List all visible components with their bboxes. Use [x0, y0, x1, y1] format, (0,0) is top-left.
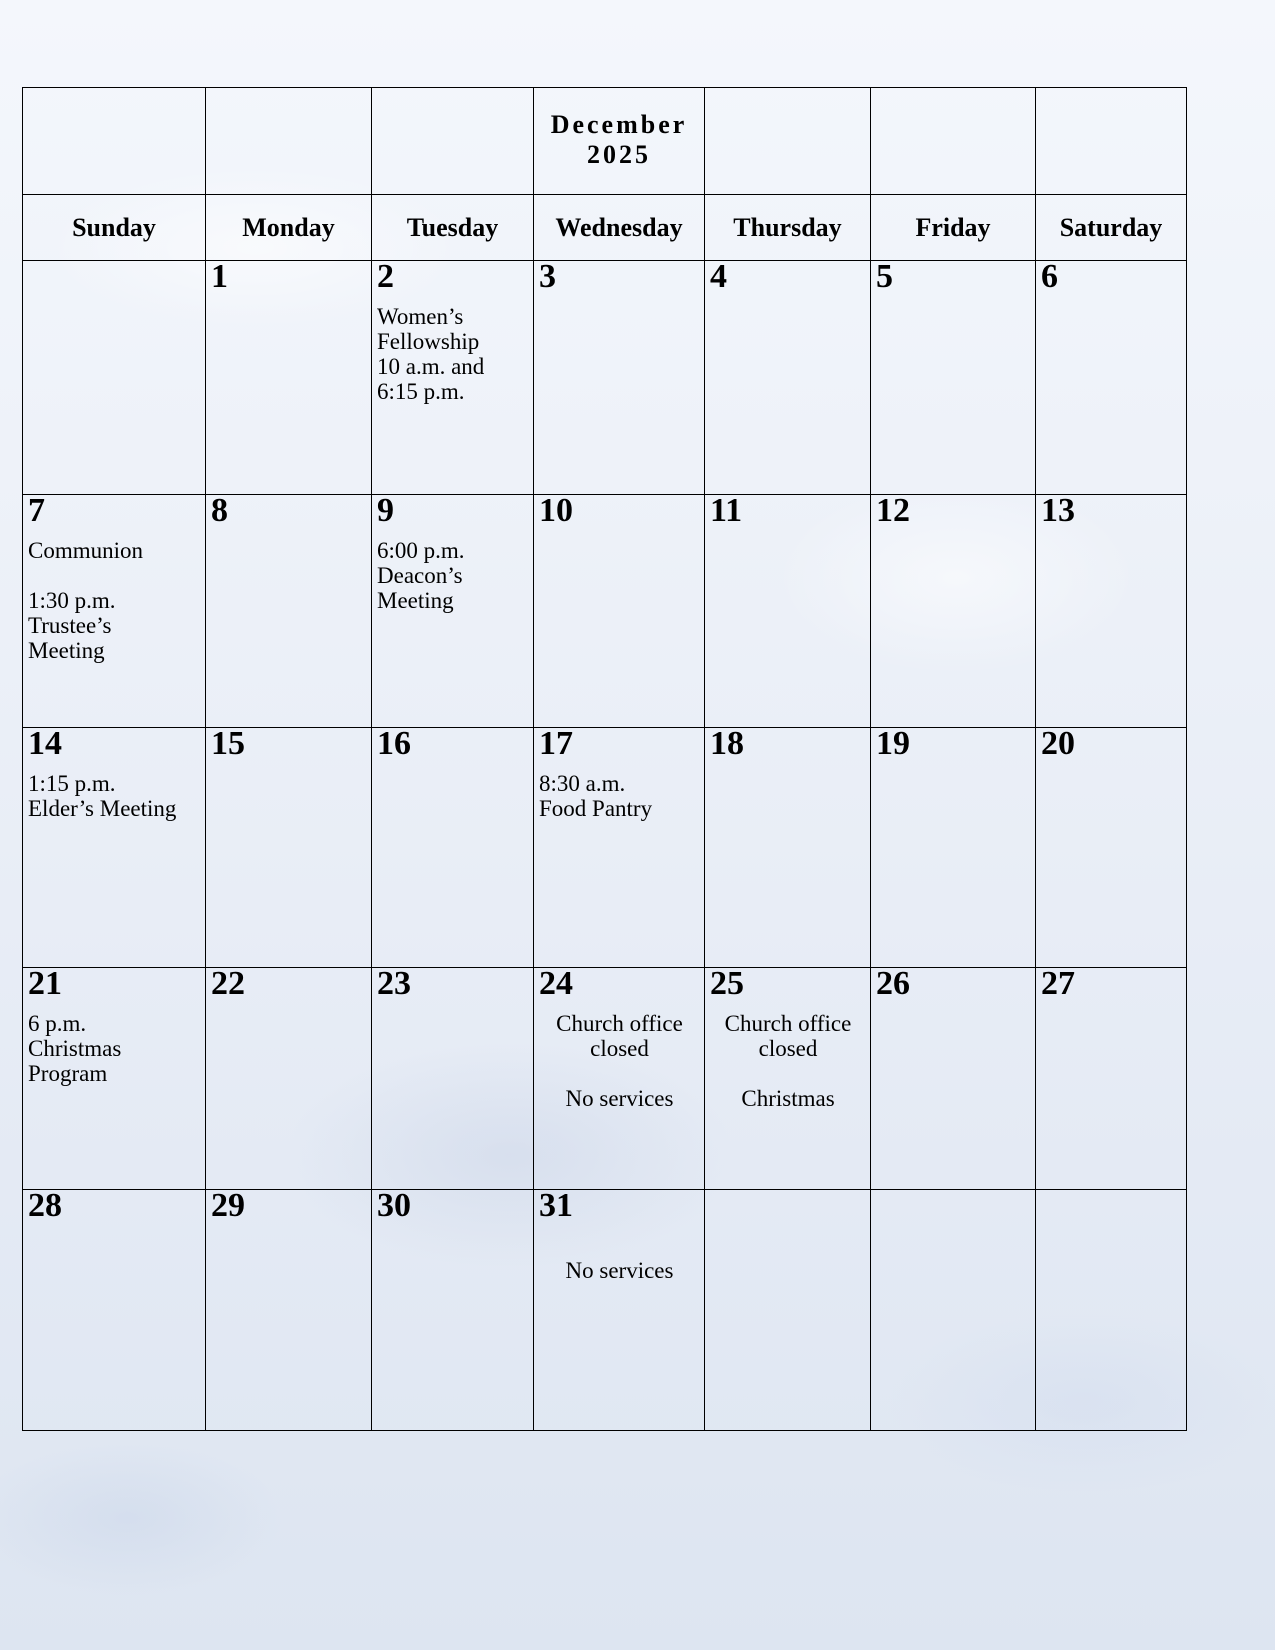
event-line: 1:15 p.m.: [28, 771, 116, 796]
day-number: 8: [211, 492, 228, 529]
week-row: [23, 261, 1187, 495]
event-line: [539, 1233, 700, 1258]
day-cell: [871, 725, 1036, 968]
title-blank-cell: [23, 88, 206, 195]
event-text: [372, 538, 533, 613]
day-cell: [372, 725, 534, 968]
day-number: 13: [1041, 492, 1075, 529]
day-cell: [206, 725, 372, 968]
day-cell: [534, 965, 705, 1190]
event-line: Church office: [556, 1011, 683, 1036]
event-line: Meeting: [377, 588, 454, 613]
day-number: 3: [539, 258, 556, 295]
day-cell: [705, 258, 871, 495]
day-number: 15: [211, 725, 245, 762]
calendar-table: [22, 87, 1187, 1431]
day-number: 22: [211, 965, 245, 1002]
event-line: Christmas: [741, 1086, 835, 1111]
day-cell: [23, 1187, 206, 1431]
day-cell: [871, 965, 1036, 1190]
event-line: closed: [590, 1036, 649, 1061]
day-cell: [705, 492, 871, 728]
event-line: Deacon’s: [377, 563, 463, 588]
day-cell: [534, 258, 705, 495]
event-line: Trustee’s: [28, 613, 112, 638]
event-text: [23, 771, 205, 821]
title-row: [23, 88, 1187, 195]
event-line: Elder’s Meeting: [28, 796, 177, 821]
month-title-cell: [534, 88, 705, 195]
day-cell: [23, 492, 206, 728]
day-cell: [1036, 725, 1187, 968]
weekday-saturday: Saturday: [1036, 195, 1187, 261]
day-cell: [871, 1190, 1036, 1431]
event-text: [705, 1011, 870, 1111]
day-number: 12: [876, 492, 910, 529]
day-cell: [372, 1187, 534, 1431]
month-name: December: [550, 110, 688, 139]
day-number: 6: [1041, 258, 1058, 295]
week-row: [23, 1190, 1187, 1431]
day-cell: [1036, 1190, 1187, 1431]
event-line: [28, 563, 201, 588]
title-blank-cell: [206, 88, 372, 195]
event-line: 6 p.m.: [28, 1011, 87, 1036]
day-cell: [1036, 258, 1187, 495]
day-number: 7: [28, 492, 45, 529]
event-text: [534, 1011, 704, 1111]
event-line: 10 a.m. and: [377, 354, 485, 379]
day-number: 21: [28, 965, 62, 1002]
event-line: Women’s: [377, 304, 464, 329]
day-number: 25: [710, 965, 744, 1002]
event-line: 6:15 p.m.: [377, 379, 465, 404]
day-number: 31: [539, 1187, 573, 1224]
day-number: 28: [28, 1187, 62, 1224]
day-number: 14: [28, 725, 62, 762]
day-number: 27: [1041, 965, 1075, 1002]
month-title: [534, 88, 704, 170]
event-line: 1:30 p.m.: [28, 588, 116, 613]
event-line: closed: [758, 1036, 818, 1061]
day-number: 24: [539, 965, 573, 1002]
event-text: [23, 1011, 205, 1086]
week-row: [23, 968, 1187, 1190]
weekday-wednesday: Wednesday: [534, 195, 705, 261]
day-cell: [534, 1187, 705, 1431]
weeks-body: [23, 258, 1187, 1431]
title-blank-cell: [1036, 88, 1187, 195]
day-cell: [705, 965, 871, 1190]
day-number: 30: [377, 1187, 411, 1224]
day-number: 10: [539, 492, 573, 529]
weekday-tuesday: Tuesday: [372, 195, 534, 261]
day-number: 29: [211, 1187, 245, 1224]
month-year: 2025: [587, 140, 651, 169]
event-text: [372, 304, 533, 404]
event-line: Christmas: [28, 1036, 122, 1061]
event-line: 8:30 a.m.: [539, 771, 626, 796]
weekday-monday: Monday: [206, 195, 372, 261]
day-cell: [1036, 965, 1187, 1190]
event-line: [539, 1061, 700, 1086]
day-cell: [23, 965, 206, 1190]
event-line: No services: [565, 1258, 674, 1283]
day-number: 26: [876, 965, 910, 1002]
day-number: 18: [710, 725, 744, 762]
day-number: 17: [539, 725, 573, 762]
title-blank-cell: [705, 88, 871, 195]
event-text: [534, 1233, 704, 1283]
event-text: [23, 538, 205, 663]
day-cell: [372, 965, 534, 1190]
event-line: Meeting: [28, 638, 105, 663]
event-line: Program: [28, 1061, 108, 1086]
day-number: 9: [377, 492, 394, 529]
day-cell: [206, 1187, 372, 1431]
event-line: 6:00 p.m.: [377, 538, 465, 563]
day-cell: [372, 258, 534, 495]
title-blank-cell: [871, 88, 1036, 195]
day-cell: [705, 1190, 871, 1431]
day-number: 1: [211, 258, 228, 295]
day-cell: [534, 492, 705, 728]
day-cell: [705, 725, 871, 968]
day-number: 23: [377, 965, 411, 1002]
day-cell: [871, 492, 1036, 728]
day-cell: [206, 492, 372, 728]
day-cell: [206, 258, 372, 495]
event-line: Church office: [724, 1011, 852, 1036]
day-number: 2: [377, 258, 394, 295]
day-cell: [871, 258, 1036, 495]
day-number: 11: [710, 492, 743, 529]
day-number: 19: [876, 725, 910, 762]
weekday-sunday: Sunday: [23, 195, 206, 261]
day-cell: [23, 261, 206, 495]
day-cell: [206, 965, 372, 1190]
day-cell: [372, 492, 534, 728]
day-cell: [23, 725, 206, 968]
week-row: [23, 728, 1187, 968]
weekday-friday: Friday: [871, 195, 1036, 261]
event-line: Communion: [28, 538, 144, 563]
event-line: No services: [565, 1086, 674, 1111]
event-line: [710, 1061, 866, 1086]
event-line: Fellowship: [377, 329, 480, 354]
day-number: 4: [710, 258, 727, 295]
day-number: 16: [377, 725, 411, 762]
week-row: [23, 495, 1187, 728]
title-blank-cell: [372, 88, 534, 195]
weekday-header-row: [23, 195, 1187, 261]
day-number: 5: [876, 258, 893, 295]
event-text: [534, 771, 704, 821]
event-line: Food Pantry: [539, 796, 653, 821]
day-cell: [534, 725, 705, 968]
day-cell: [1036, 492, 1187, 728]
weekday-thursday: Thursday: [705, 195, 871, 261]
day-number: 20: [1041, 725, 1075, 762]
